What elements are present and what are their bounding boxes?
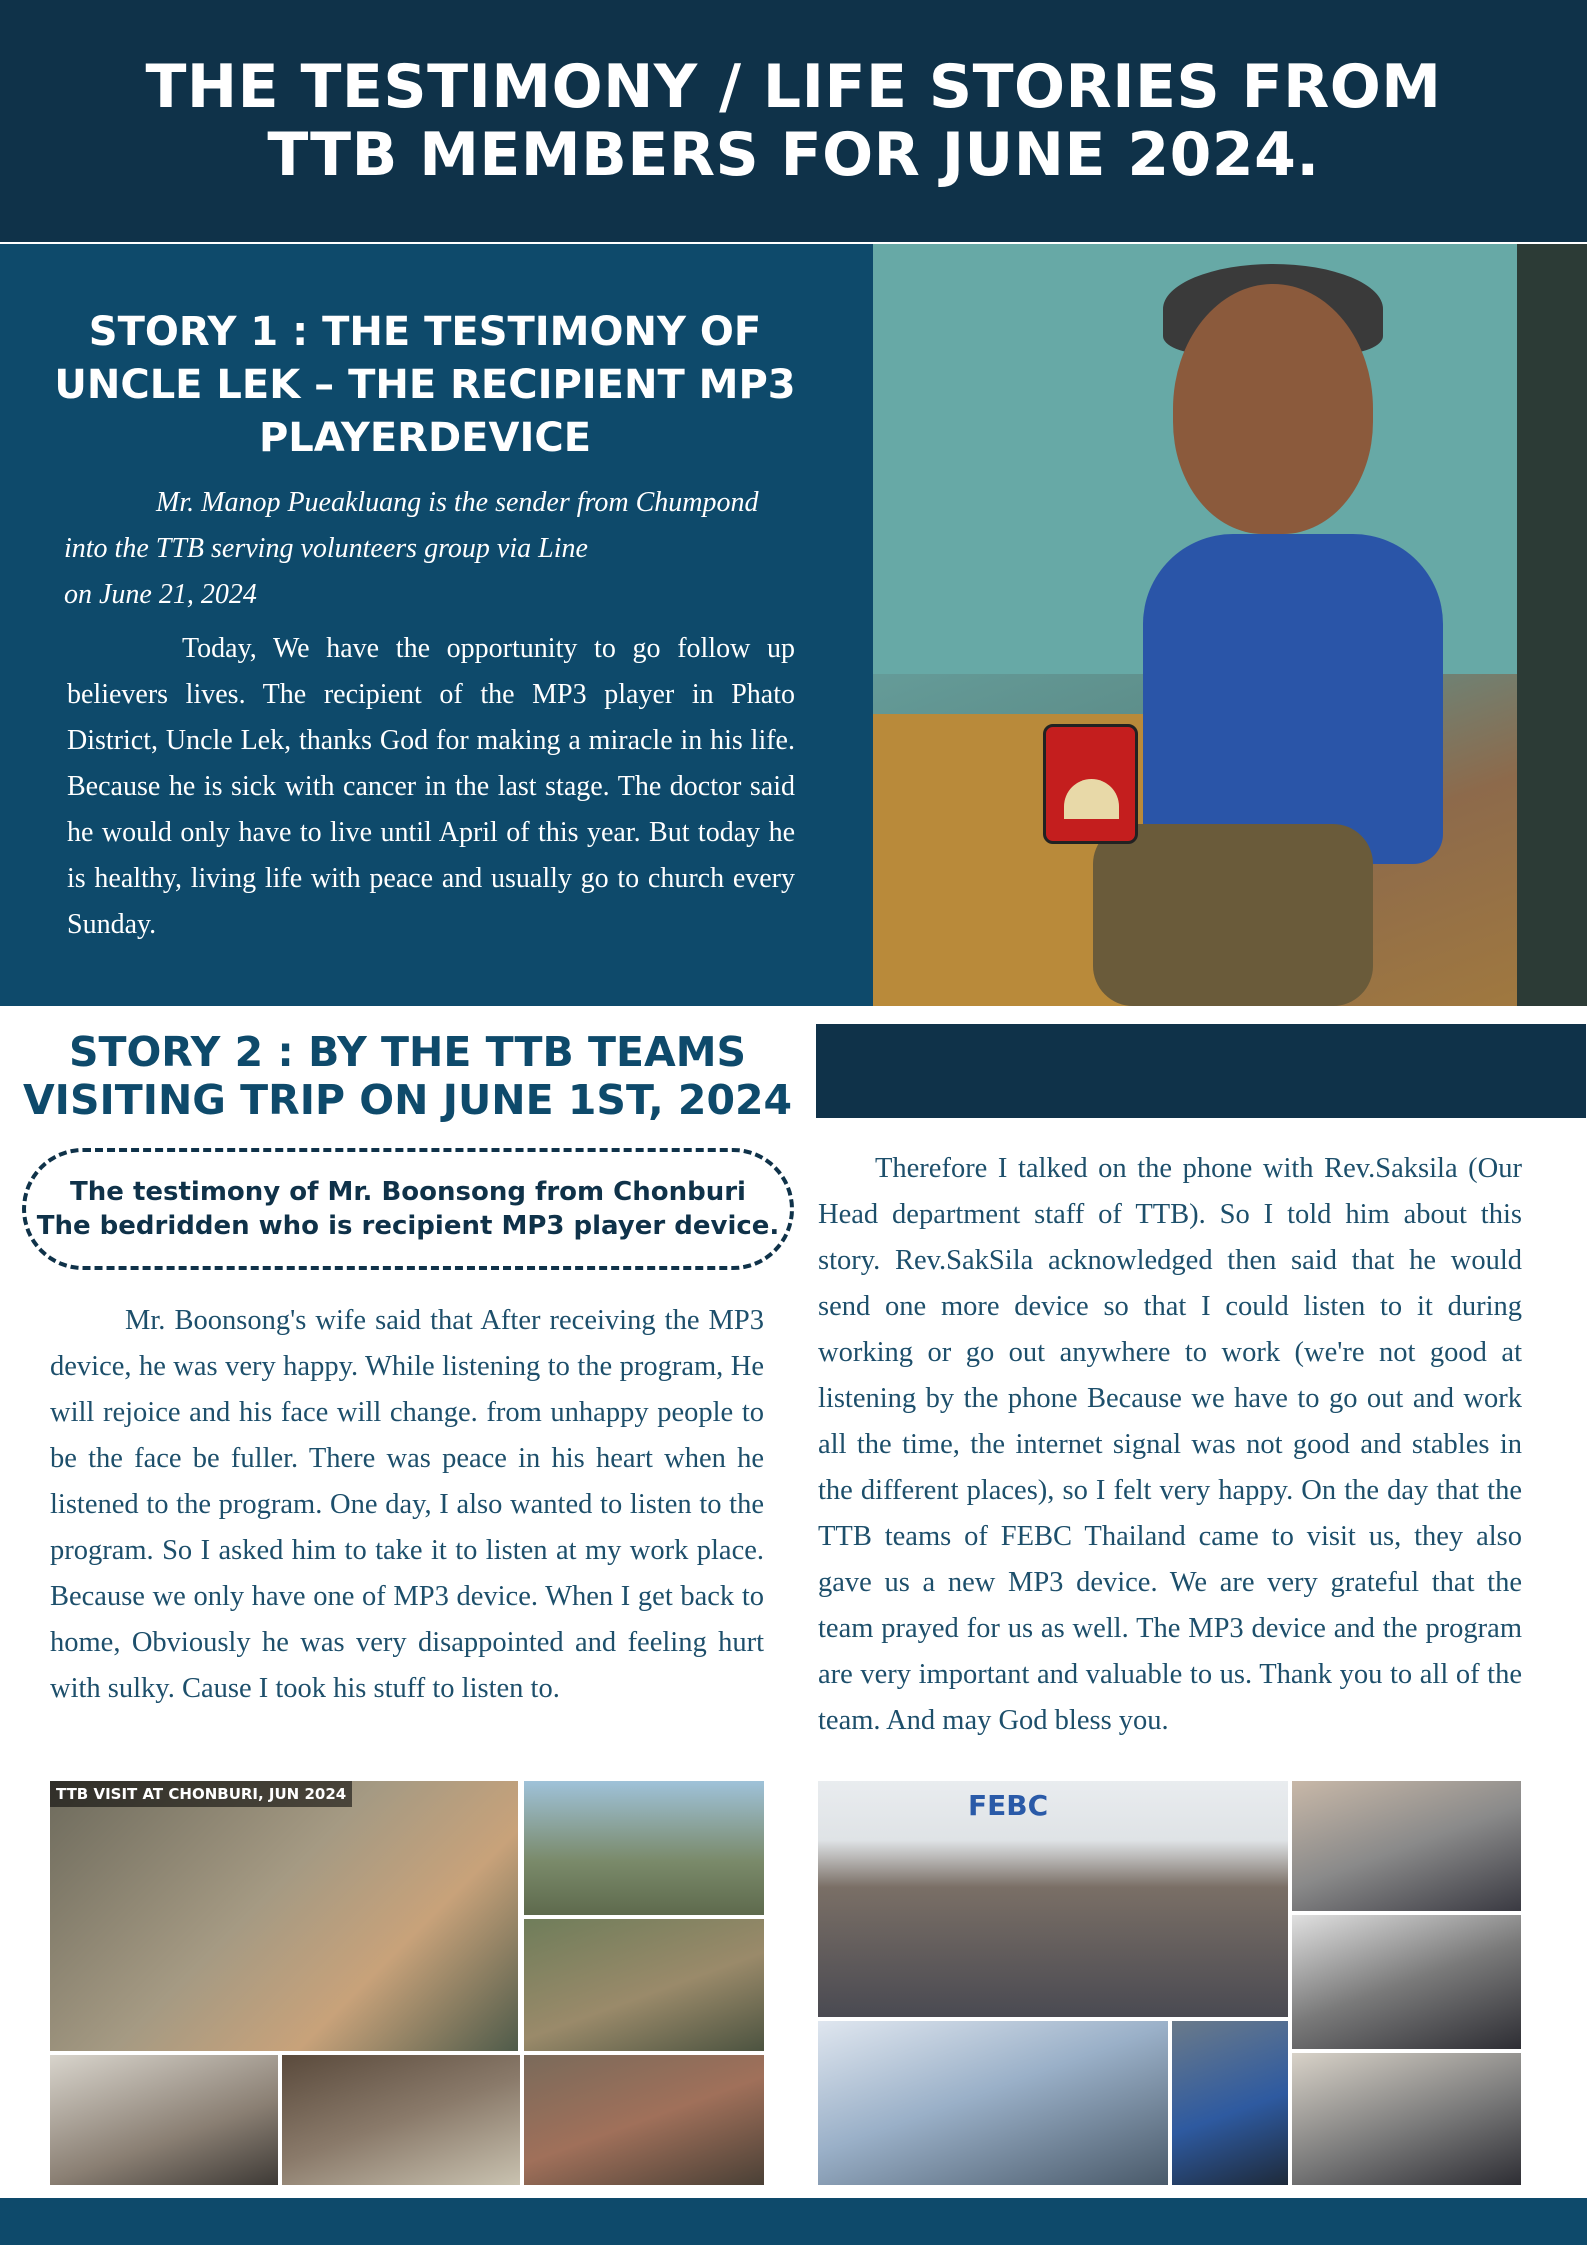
collage-photo-award (1292, 2053, 1521, 2185)
uncle-lek-photo (873, 244, 1587, 1006)
story2-subtitle-pill (22, 1148, 794, 1270)
collage-photo-gifts (282, 2055, 520, 2185)
collage-photo-group-outdoor (524, 1781, 764, 1915)
collage-photo-handover (1292, 1915, 1521, 2049)
photo-face (1173, 284, 1373, 534)
collage-caption: TTB VISIT AT CHONBURI, JUN 2024 (50, 1781, 352, 1807)
page-header (0, 0, 1587, 242)
page-title-line1: THE TESTIMONY / LIFE STORIES FROM (145, 52, 1442, 122)
collage-photo-microphone (1172, 2021, 1288, 2185)
page-title (94, 53, 1494, 189)
story1-sender-note (64, 480, 804, 618)
story2-pill-line2: The bedridden who is recipient MP3 player device. (36, 1211, 780, 1241)
story1-sender-line2: into the TTB serving volunteers group via Line (64, 533, 588, 564)
story1-panel (0, 244, 873, 1006)
collage-photo-yard (524, 1919, 764, 2051)
decorative-bar (816, 1024, 1586, 1118)
page-footer-bar (0, 2198, 1587, 2245)
story1-body: Today, We have the opportunity to go follow up believers lives. The recipient of the MP3 player in Phato District, Uncle Lek, thanks God for making a miracle in his life. Because he is sick with cancer in the last stage. The doctor said he would only have to live until April of this year. But today he is healthy, living life with peace and usually go to church every Sunday. (67, 633, 795, 940)
febc-team-collage (818, 1781, 1521, 2185)
mp3-player-device (1043, 724, 1138, 844)
page-title-line2: TTB MEMBERS FOR JUNE 2024. (267, 120, 1320, 190)
story1-title: STORY 1 : THE TESTIMONY OF UNCLE LEK – THE RECIPIENT MP3 PLAYERDEVICE (54, 309, 796, 461)
photo-blue-shirt (1143, 534, 1443, 864)
collage-photo-prayer (50, 2055, 278, 2185)
story2-title (20, 1028, 795, 1124)
story1-sender-line3: on June 21, 2024 (64, 579, 257, 610)
collage-photo-floor-visit (524, 2055, 764, 2185)
story1-sender-line1: Mr. Manop Pueakluang is the sender from Chumpond (156, 487, 759, 518)
story2-pill-line1: The testimony of Mr. Boonsong from Chonburi (70, 1177, 746, 1207)
photo-door-frame (1517, 244, 1587, 1006)
collage-photo-febc-group (818, 1781, 1288, 2017)
story2-title-line1: STORY 2 : BY THE TTB TEAMS (68, 1028, 747, 1076)
collage-photo-booth (818, 2021, 1168, 2185)
collage-photo-speakers (1292, 1781, 1521, 1911)
collage-photo-home-visit (50, 1781, 518, 2051)
story2-left-column: Mr. Boonsong's wife said that After receiving the MP3 device, he was very happy. While listening to the program, He will rejoice and his face will change. from unhappy people to be the face be fuller. There was peace in his heart when he listened to the program. One day, I also wanted to listen to the program. So I asked him to take it to listen at my work place. Because we only have one of MP3 device. When I get back to home, Obviously he was very disappointed and feeling hurt with sulky. Cause I took his stuff to listen to. (50, 1305, 764, 1704)
story2-right-column: Therefore I talked on the phone with Rev.Saksila (Our Head department staff of TTB). So I told him about this story. Rev.SakSila acknowledged then said that he would send one more device so that I could listen to it during working or go out anywhere to work (we're not good at listening by the phone Because we have to go out and work all the time, the internet signal was not good and stables in the different places), so I felt very happy. On the day that the TTB teams of FEBC Thailand came to visit us, they also gave us a new MP3 device. We are very grateful that the team prayed for us as well. The MP3 device and the program are very important and valuable to us. Thank you to all of the team. And may God bless you. (818, 1153, 1522, 1736)
photo-shorts (1093, 824, 1373, 1006)
story2-title-line2: VISITING TRIP ON JUNE 1ST, 2024 (22, 1076, 793, 1124)
febc-logo-text: FEBC (968, 1789, 1049, 1822)
chonburi-visit-collage (50, 1781, 764, 2185)
